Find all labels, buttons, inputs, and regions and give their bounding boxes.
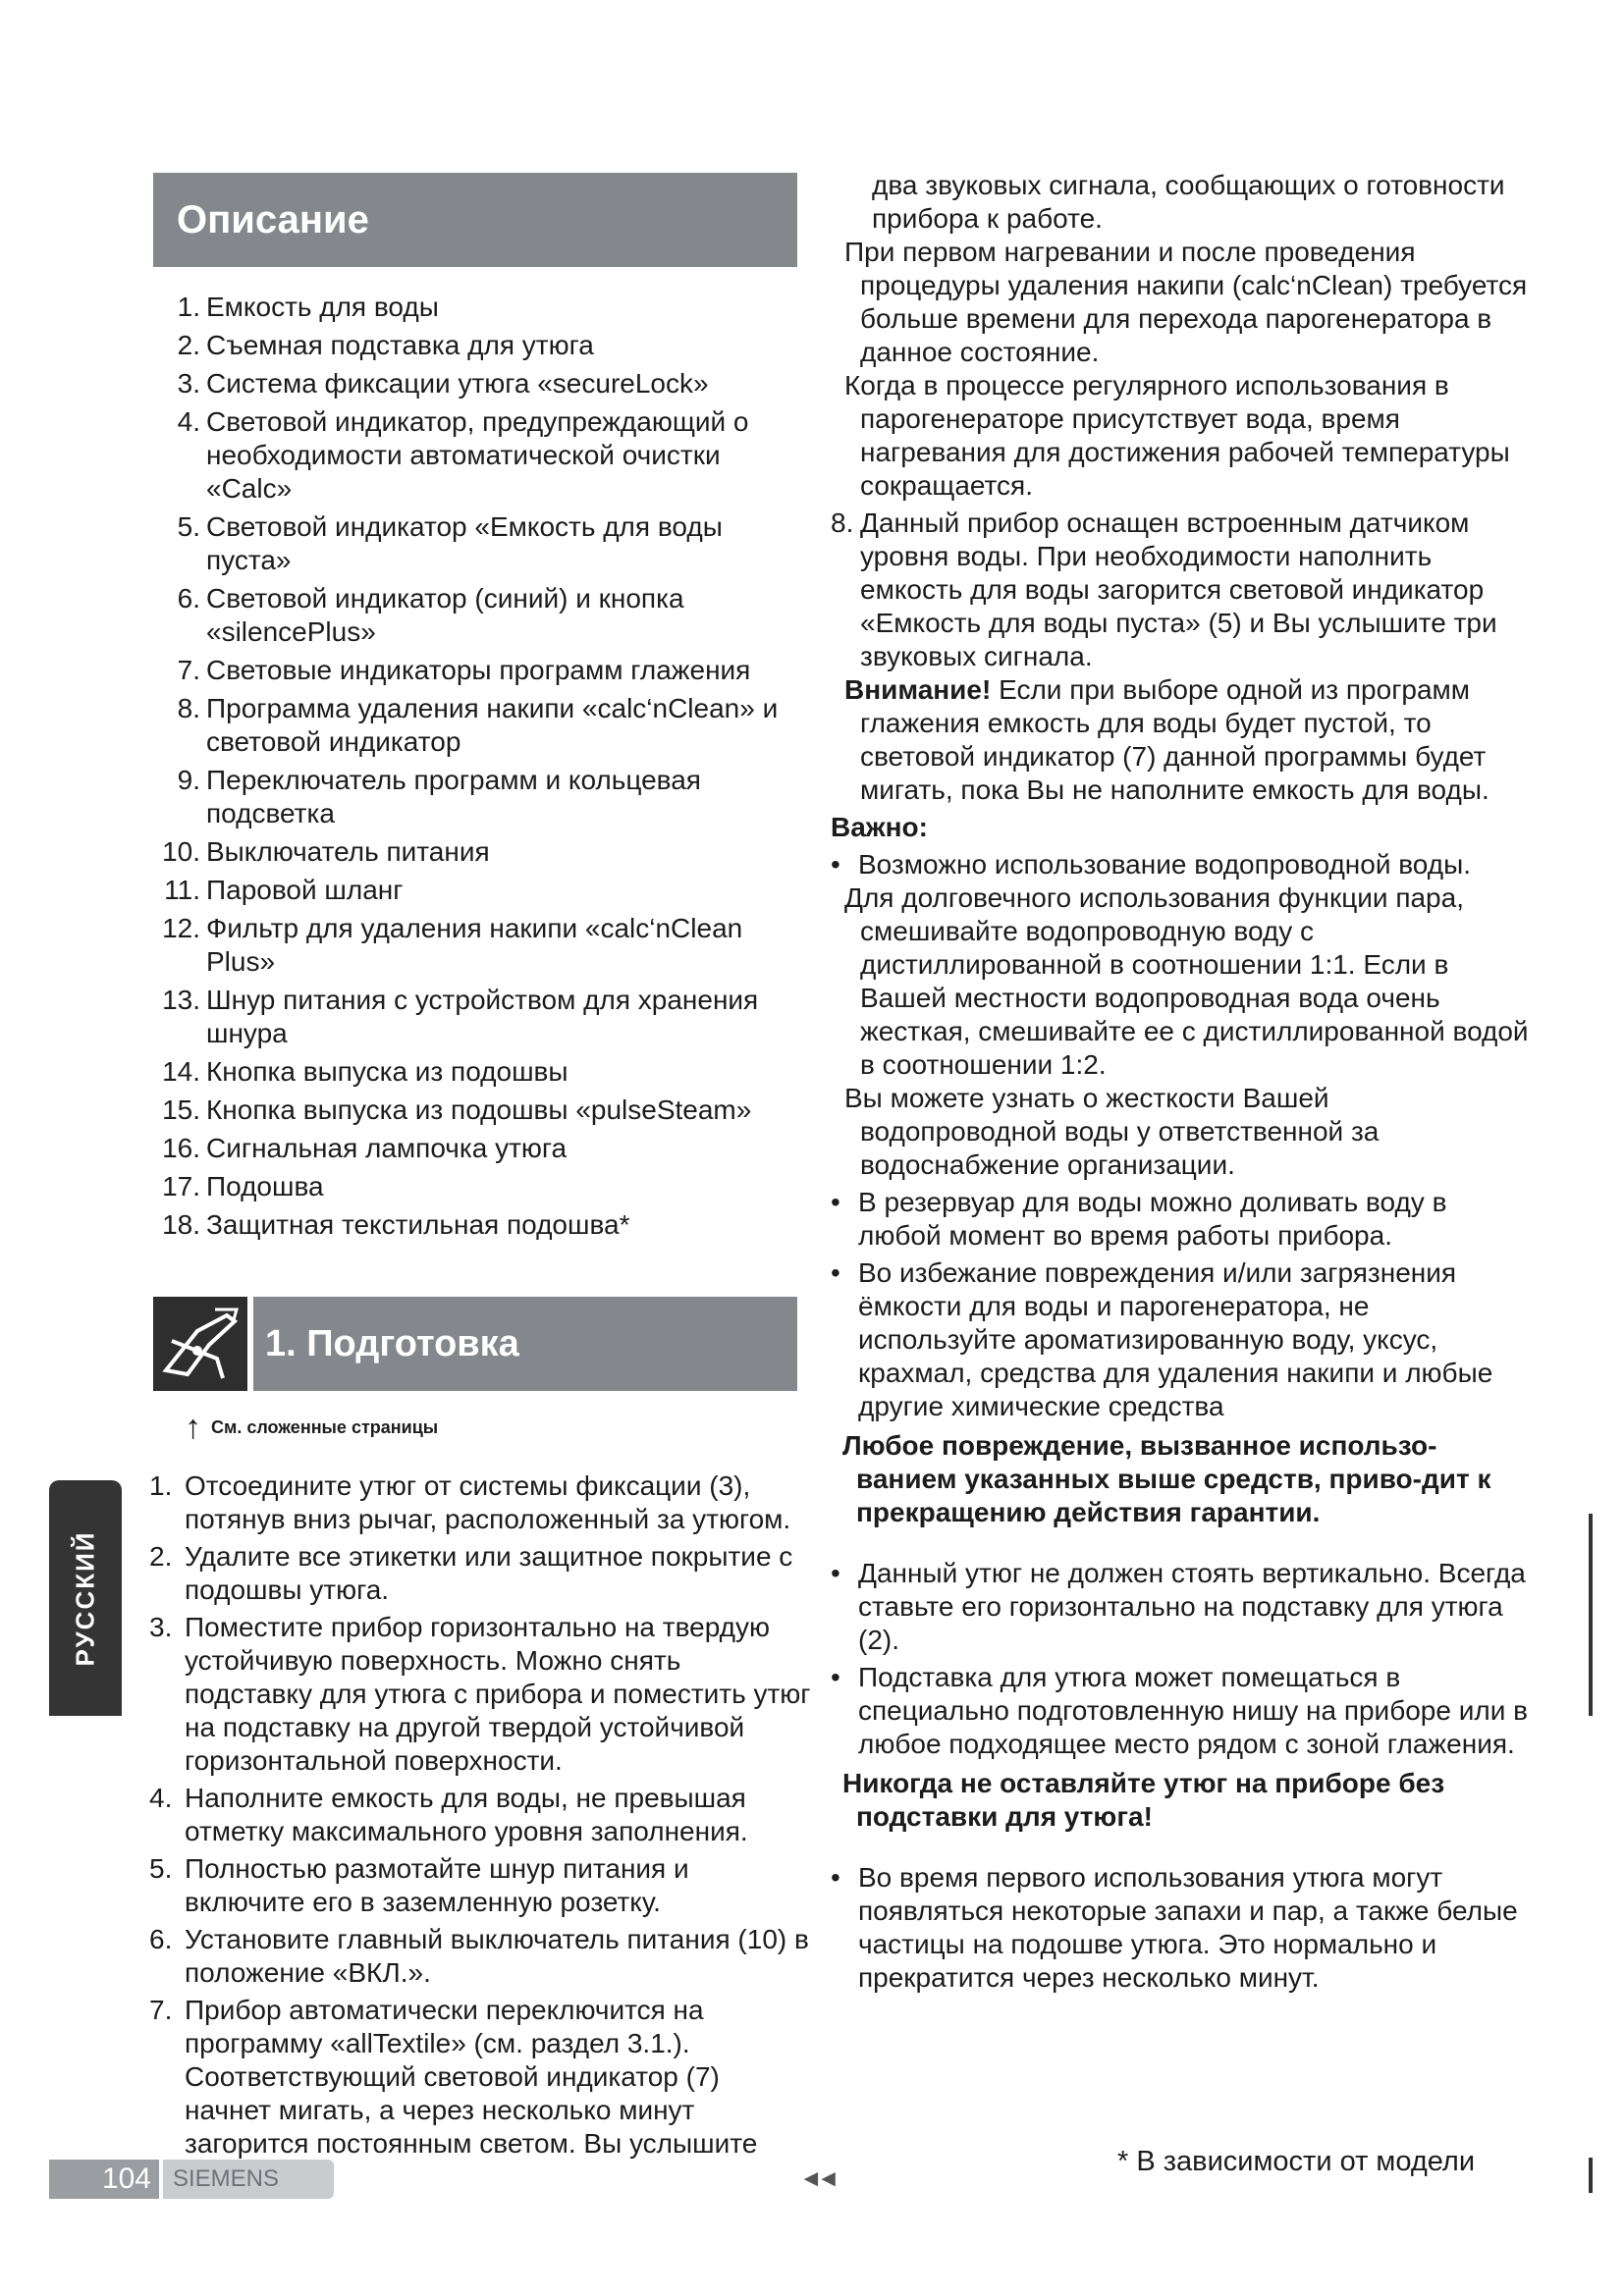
- stand-warning: Никогда не оставляйте утюг на приборе без подставки для утюга!: [842, 1768, 1445, 1832]
- tap-water-mix-paragraph: Для долговечного использования функции пара, смешивайте водопроводную воду с дистиллированной в соотношении 1:1. Если в Вашей местности водопроводная вода очень жесткая, смешивайте ее с дистиллированной водой в соотношении 1:2.: [844, 882, 1529, 1080]
- description-list: [149, 291, 813, 1242]
- list-item: 7. Прибор автоматически переключится на программу «allTextile» (см. раздел 3.1.). Соответствующий световой индикатор (7) начнет мигать, а через несколько минут загорится постоянным светом. Вы услышите: [149, 1995, 758, 2159]
- language-tab: РУССКИЙ: [49, 1480, 122, 1716]
- list-item: 18. Защитная текстильная подошва*: [162, 1209, 630, 1240]
- continued-text: два звуковых сигнала, сообщающих о готовности прибора к работе.: [872, 170, 1505, 234]
- list-item: • В резервуар для воды можно доливать воду в любой момент во время работы прибора.: [831, 1187, 1447, 1251]
- margin-bar: [1589, 2158, 1593, 2193]
- list-item: 5. Полностью размотайте шнур питания и включите его в заземленную розетку.: [149, 1853, 689, 1917]
- back-arrows-icon: ◄◄: [799, 2165, 835, 2192]
- left-column: [149, 173, 813, 2164]
- right-column: [831, 169, 1530, 1995]
- footnote: * В зависимости от модели: [1117, 2146, 1476, 2177]
- list-item: 10. Выключатель питания: [162, 836, 490, 867]
- list-item: • Во время первого использования утюга могут появляться некоторые запахи и пар, а также белые частицы на подошве утюга. Это нормально и прекратится через несколько минут.: [831, 1862, 1518, 1993]
- list-item: 15. Кнопка выпуска из подошвы «pulseSteam»: [162, 1095, 752, 1125]
- list-item: • Возможно использование водопроводной воды.: [831, 849, 1471, 880]
- attention-paragraph: Внимание! Если при выборе одной из программ глажения емкость для воды будет пустой, то световой индикатор (7) данной программы будет мигать, пока Вы не наполните емкость для воды.: [844, 674, 1489, 805]
- list-item: • Подставка для утюга может помещаться в специально подготовленную нишу на приборе или в любое подходящее место рядом с зоной глажения.: [831, 1662, 1529, 1759]
- list-item: 12. Фильтр для удаления накипи «calc‘nClean Plus»: [162, 913, 743, 977]
- preparation-heading: [153, 1297, 797, 1391]
- water-hardness-paragraph: Вы можете узнать о жесткости Вашей водопроводной воды у ответственной за водоснабжение организации.: [844, 1083, 1380, 1180]
- important-heading: Важно:: [831, 812, 928, 842]
- list-item: 13. Шнур питания с устройством для хранения шнура: [162, 985, 759, 1048]
- preparation-steps: [149, 1469, 813, 2161]
- list-item: 5. Световой индикатор «Емкость для воды пуста»: [177, 511, 723, 575]
- list-item: 7. Световые индикаторы программ глажения: [177, 655, 751, 685]
- regular-use-paragraph: Когда в процессе регулярного использования в парогенераторе присутствует вода, время нагревания для достижения рабочей температуры сокращается.: [844, 370, 1510, 501]
- warranty-warning: Любое повреждение, вызванное использо-ванием указанных выше средств, приво-дит к прекращению действия гарантии.: [842, 1430, 1491, 1527]
- list-item: • Данный утюг не должен стоять вертикально. Всегда ставьте его горизонтально на подставку для утюга (2).: [831, 1558, 1526, 1655]
- list-item: 8. Данный прибор оснащен встроенным датчиком уровня воды. При необходимости наполнить емкость для воды загорится световой индикатор «Емкость для воды пуста» (5) и Вы услышите три звуковых сигнала.: [831, 507, 1497, 671]
- list-item: 2. Удалите все этикетки или защитное покрытие с подошвы утюга.: [149, 1541, 793, 1605]
- iron-icon: [153, 1297, 247, 1391]
- arrow-up-icon: ↑: [185, 1409, 201, 1446]
- list-item: • Во избежание повреждения и/или загрязнения ёмкости для воды и парогенератора, не используйте ароматизированную воду, уксус, крахмал, средства для удаления накипи и любые другие химические средства: [831, 1257, 1493, 1421]
- brand-label: SIEMENS: [163, 2160, 334, 2199]
- margin-bar: [1589, 1514, 1593, 1716]
- list-item: 17. Подошва: [162, 1171, 324, 1201]
- list-item: 6. Световой индикатор (синий) и кнопка «silencePlus»: [177, 583, 684, 647]
- list-item: 4. Наполните емкость для воды, не превышая отметку максимального уровня заполнения.: [149, 1783, 748, 1846]
- preparation-title: 1. Подготовка: [253, 1297, 797, 1391]
- list-item: 3. Поместите прибор горизонтально на твердую устойчивую поверхность. Можно снять подставку для утюга с прибора и поместить утюг на подставку на другой твердой устойчивой горизонтальной поверхности.: [149, 1612, 811, 1776]
- description-heading: Описание: [153, 173, 797, 267]
- list-item: 14. Кнопка выпуска из подошвы: [162, 1056, 568, 1087]
- list-item: 1. Отсоедините утюг от системы фиксации (3), потянув вниз рычаг, расположенный за утюгом.: [149, 1470, 791, 1534]
- list-item: 1. Емкость для воды: [177, 292, 439, 322]
- see-pages-note: ↑ См. сложенные страницы: [185, 1409, 439, 1446]
- list-item: 11. Паровой шланг: [164, 875, 404, 905]
- list-item: 4. Световой индикатор, предупреждающий о необходимости автоматической очистки «Calc»: [177, 406, 749, 504]
- page-number: 104: [49, 2160, 159, 2199]
- first-heating-paragraph: При первом нагревании и после проведения процедуры удаления накипи (calc‘nClean) требуется больше времени для перехода парогенератора в данное состояние.: [844, 237, 1528, 367]
- list-item: 6. Установите главный выключатель питания (10) в положение «ВКЛ.».: [149, 1924, 809, 1988]
- list-item: 3. Система фиксации утюга «secureLock»: [177, 368, 709, 399]
- list-item: 8. Программа удаления накипи «calc‘nClean» и световой индикатор: [177, 693, 779, 757]
- list-item: 2. Съемная подставка для утюга: [177, 330, 594, 360]
- list-item: 16. Сигнальная лампочка утюга: [162, 1133, 568, 1163]
- list-item: 9. Переключатель программ и кольцевая подсветка: [177, 765, 701, 828]
